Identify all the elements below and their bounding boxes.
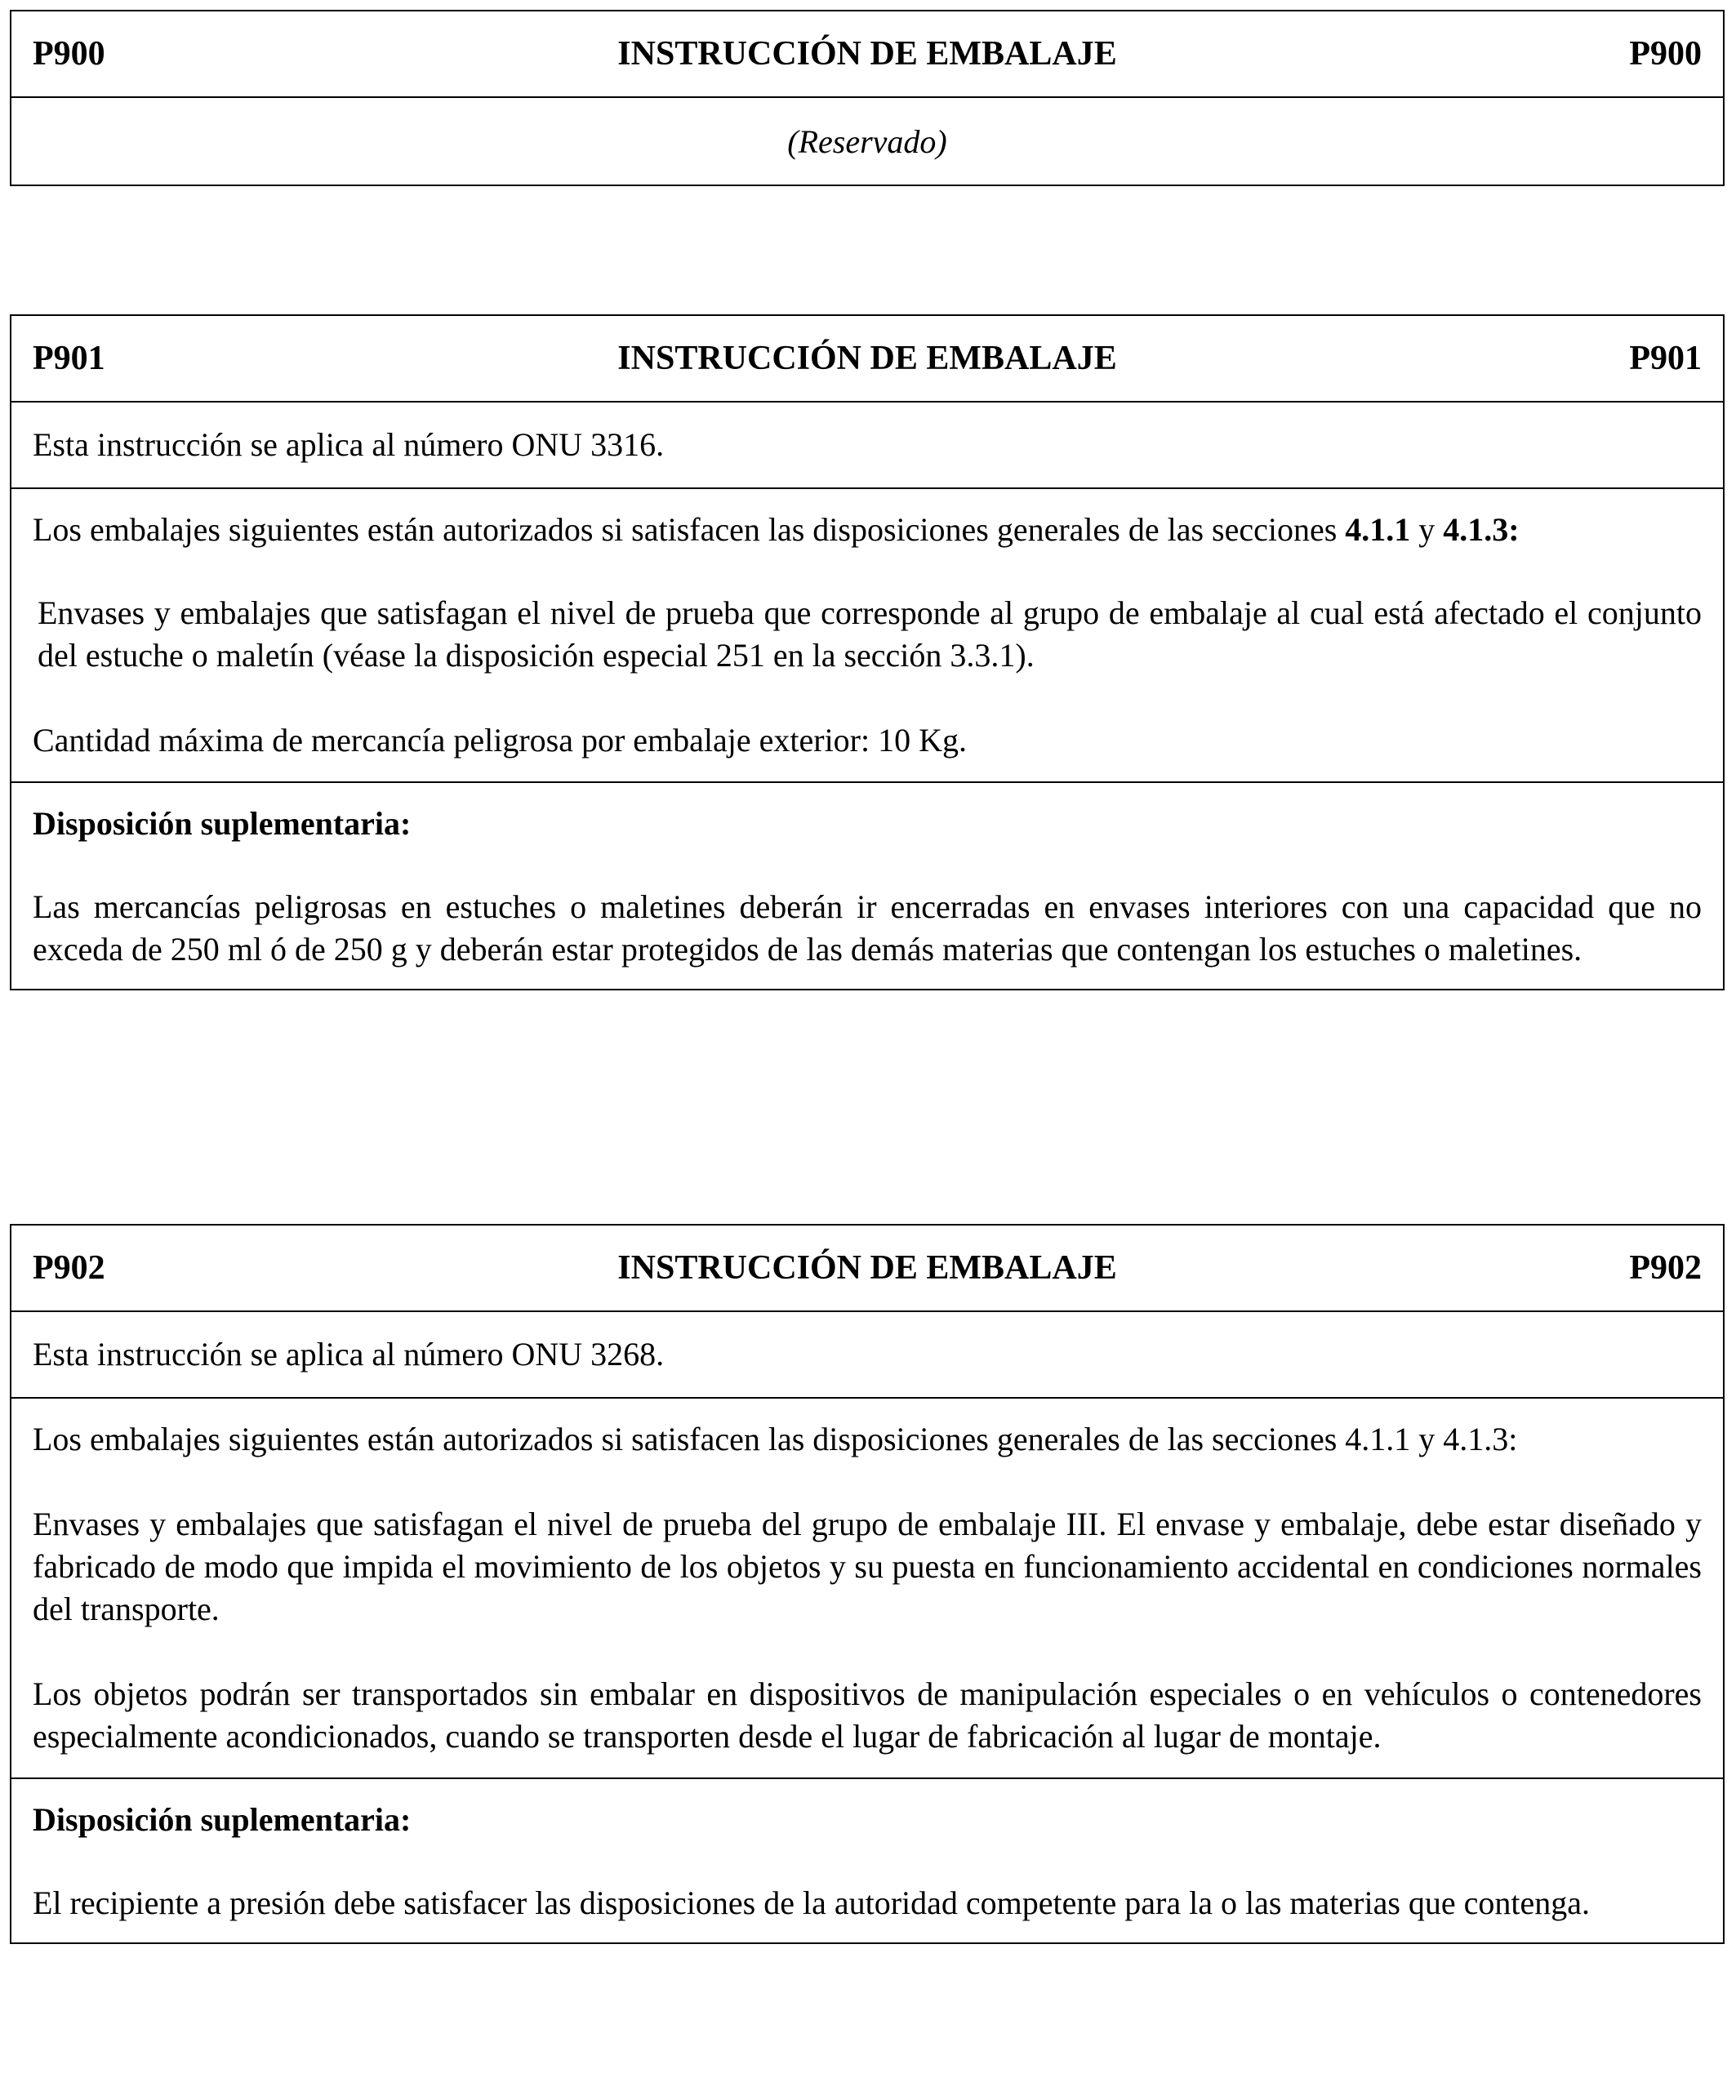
p900-code-left: P900 <box>33 35 105 73</box>
p900-table <box>10 10 1725 186</box>
p900-code-right: P900 <box>1629 35 1702 73</box>
p901-code-right: P901 <box>1629 340 1702 377</box>
p900-reserved: (Reservado) <box>787 122 947 160</box>
p901-title: INSTRUCCIÓN DE EMBALAJE <box>617 340 1117 377</box>
p901-authorized: Los embalajes siguientes están autorizados si satisfacen las disposiciones generales de las secciones 4.1.1 y 4.1.3: <box>33 511 1520 548</box>
p901-body <box>11 489 1723 783</box>
p902-authorized: Los embalajes siguientes están autorizados si satisfacen las disposiciones generales de las secciones 4.1.1 y 4.1.3: <box>33 1421 1518 1457</box>
p902-code-right: P902 <box>1629 1249 1702 1287</box>
p902-supp-heading: Disposición suplementaria: <box>33 1801 412 1838</box>
p902-body <box>11 1399 1723 1779</box>
p902-title: INSTRUCCIÓN DE EMBALAJE <box>617 1249 1117 1287</box>
p902-table <box>10 1224 1725 1944</box>
p900-title: INSTRUCCIÓN DE EMBALAJE <box>617 35 1117 73</box>
p901-code-left: P901 <box>33 340 105 377</box>
p901-supp-heading: Disposición suplementaria: <box>33 805 412 842</box>
p901-supplementary <box>11 783 1723 989</box>
p901-applies: Esta instrucción se aplica al número ONU 3316. <box>11 403 1723 489</box>
p901-table <box>10 314 1725 990</box>
p901-header <box>11 316 1723 403</box>
p901-supp-text: Las mercancías peligrosas en estuches o maletines deberán ir encerradas en envases interiores con una capacidad que no exceda de 250 ml ó de 250 g y deberán estar protegidos de las demás materias que contengan los estuches o maletines. <box>33 888 1702 968</box>
p902-applies: Esta instrucción se aplica al número ONU 3268. <box>11 1312 1723 1399</box>
p902-unpacked: Los objetos podrán ser transportados sin embalar en dispositivos de manipulación especiales o en vehículos o contenedores especialmente acondicionados, cuando se transporten desde el lugar de fabricación al lugar de montaje. <box>33 1675 1702 1755</box>
p901-max-quantity: Cantidad máxima de mercancía peligrosa por embalaje exterior: 10 Kg. <box>33 722 968 759</box>
p902-code-left: P902 <box>33 1249 105 1287</box>
p900-header <box>11 11 1723 98</box>
p902-supp-text: El recipiente a presión debe satisfacer las disposiciones de la autoridad competente para la o las materias que contenga. <box>33 1884 1591 1921</box>
p902-supplementary <box>11 1779 1723 1942</box>
p902-packaging: Envases y embalajes que satisfagan el nivel de prueba del grupo de embalaje III. El envase y embalaje, debe estar diseñado y fabricado de modo que impida el movimiento de los objetos y su puesta en funcionamiento accidental en condiciones normales del transporte. <box>33 1506 1702 1627</box>
p902-header <box>11 1226 1723 1312</box>
p901-packaging: Envases y embalajes que satisfagan el nivel de prueba que corresponde al grupo de embalaje al cual está afectado el conjunto del estuche o maletín (véase la disposición especial 251 en la sección 3.3.1). <box>38 594 1702 674</box>
